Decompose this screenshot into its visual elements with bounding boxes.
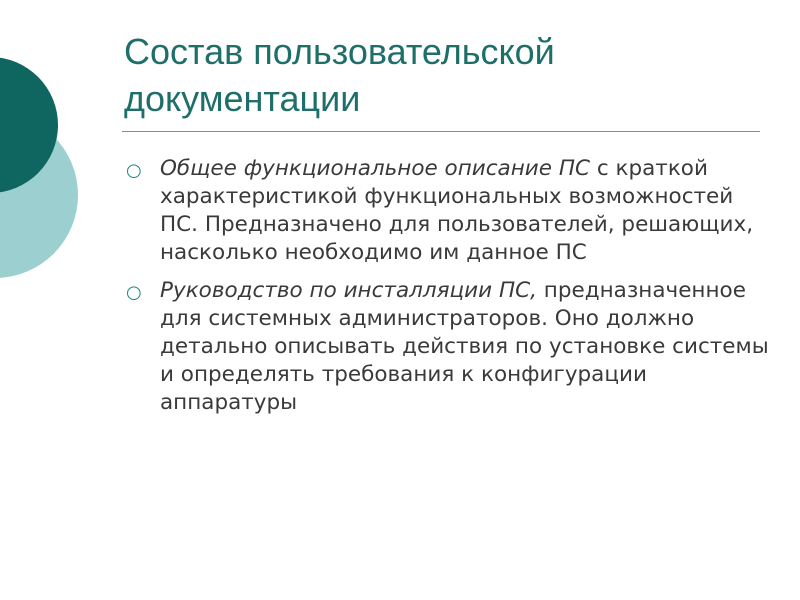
- bullet-lead-text: Общее функциональное описание ПС: [160, 156, 590, 181]
- bullet-body-text: с краткой характеристикой функциональных возможностей ПС. Предназначено для пользователей, решающих, насколько необходимо им данное ПС: [160, 156, 754, 265]
- title-underline: [122, 131, 760, 132]
- bullet-circle-icon: ○: [126, 160, 142, 181]
- bullet-circle-icon: ○: [126, 282, 142, 303]
- bullet-item: [126, 277, 776, 417]
- bullet-body-text: предназначенное для системных администраторов. Оно должно детально описывать действия по установке системы и определять требования к конфигурации аппаратуры: [160, 278, 769, 415]
- bullet-lead-text: Руководство по инсталляции ПС,: [160, 278, 537, 303]
- slide-title: Состав пользовательской документации: [124, 31, 555, 119]
- bullet-list: [126, 155, 776, 427]
- bullet-item: [126, 155, 776, 267]
